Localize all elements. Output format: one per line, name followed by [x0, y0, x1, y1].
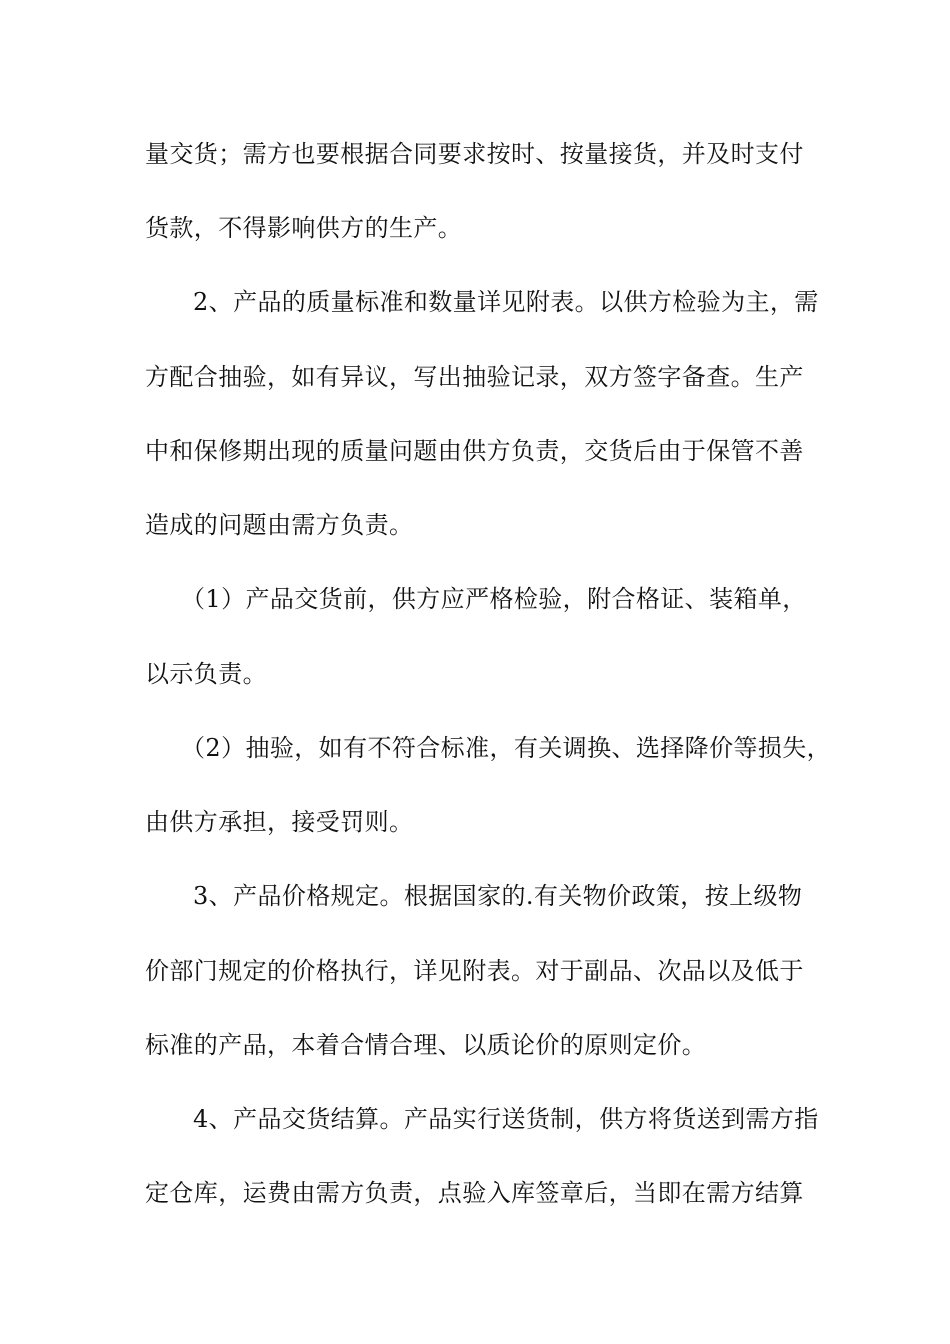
- text-line: 标准的产品，本着合情合理、以质论价的原则定价。: [145, 1031, 707, 1059]
- sub-item-line: （2）抽验，如有不符合标准，有关调换、选择降价等损失，: [181, 734, 832, 762]
- text-line: 货款，不得影响供方的生产。: [145, 214, 463, 242]
- sub-item-line: （1）产品交货前，供方应严格检验，附合格证、装箱单，: [181, 585, 807, 613]
- text-line: 以示负责。: [145, 660, 267, 688]
- paragraph-line: 4、产品交货结算。产品实行送货制，供方将货送到需方指: [193, 1105, 819, 1133]
- text-line: 由供方承担，接受罚则。: [145, 808, 414, 836]
- text-line: 造成的问题由需方负责。: [145, 511, 414, 539]
- text-line: 定仓库，运费由需方负责，点验入库签章后，当即在需方结算: [145, 1179, 804, 1207]
- text-line: 价部门规定的价格执行，详见附表。对于副品、次品以及低于: [145, 957, 804, 985]
- text-line: 中和保修期出现的质量问题由供方负责，交货后由于保管不善: [145, 437, 804, 465]
- paragraph-line: 3、产品价格规定。根据国家的.有关物价政策，按上级物: [193, 882, 803, 910]
- text-line: 方配合抽验，如有异议，写出抽验记录，双方签字备查。生产: [145, 363, 804, 391]
- paragraph-line: 2、产品的质量标准和数量详见附表。以供方检验为主，需: [193, 288, 819, 316]
- text-line: 量交货；需方也要根据合同要求按时、按量接货，并及时支付: [145, 140, 804, 168]
